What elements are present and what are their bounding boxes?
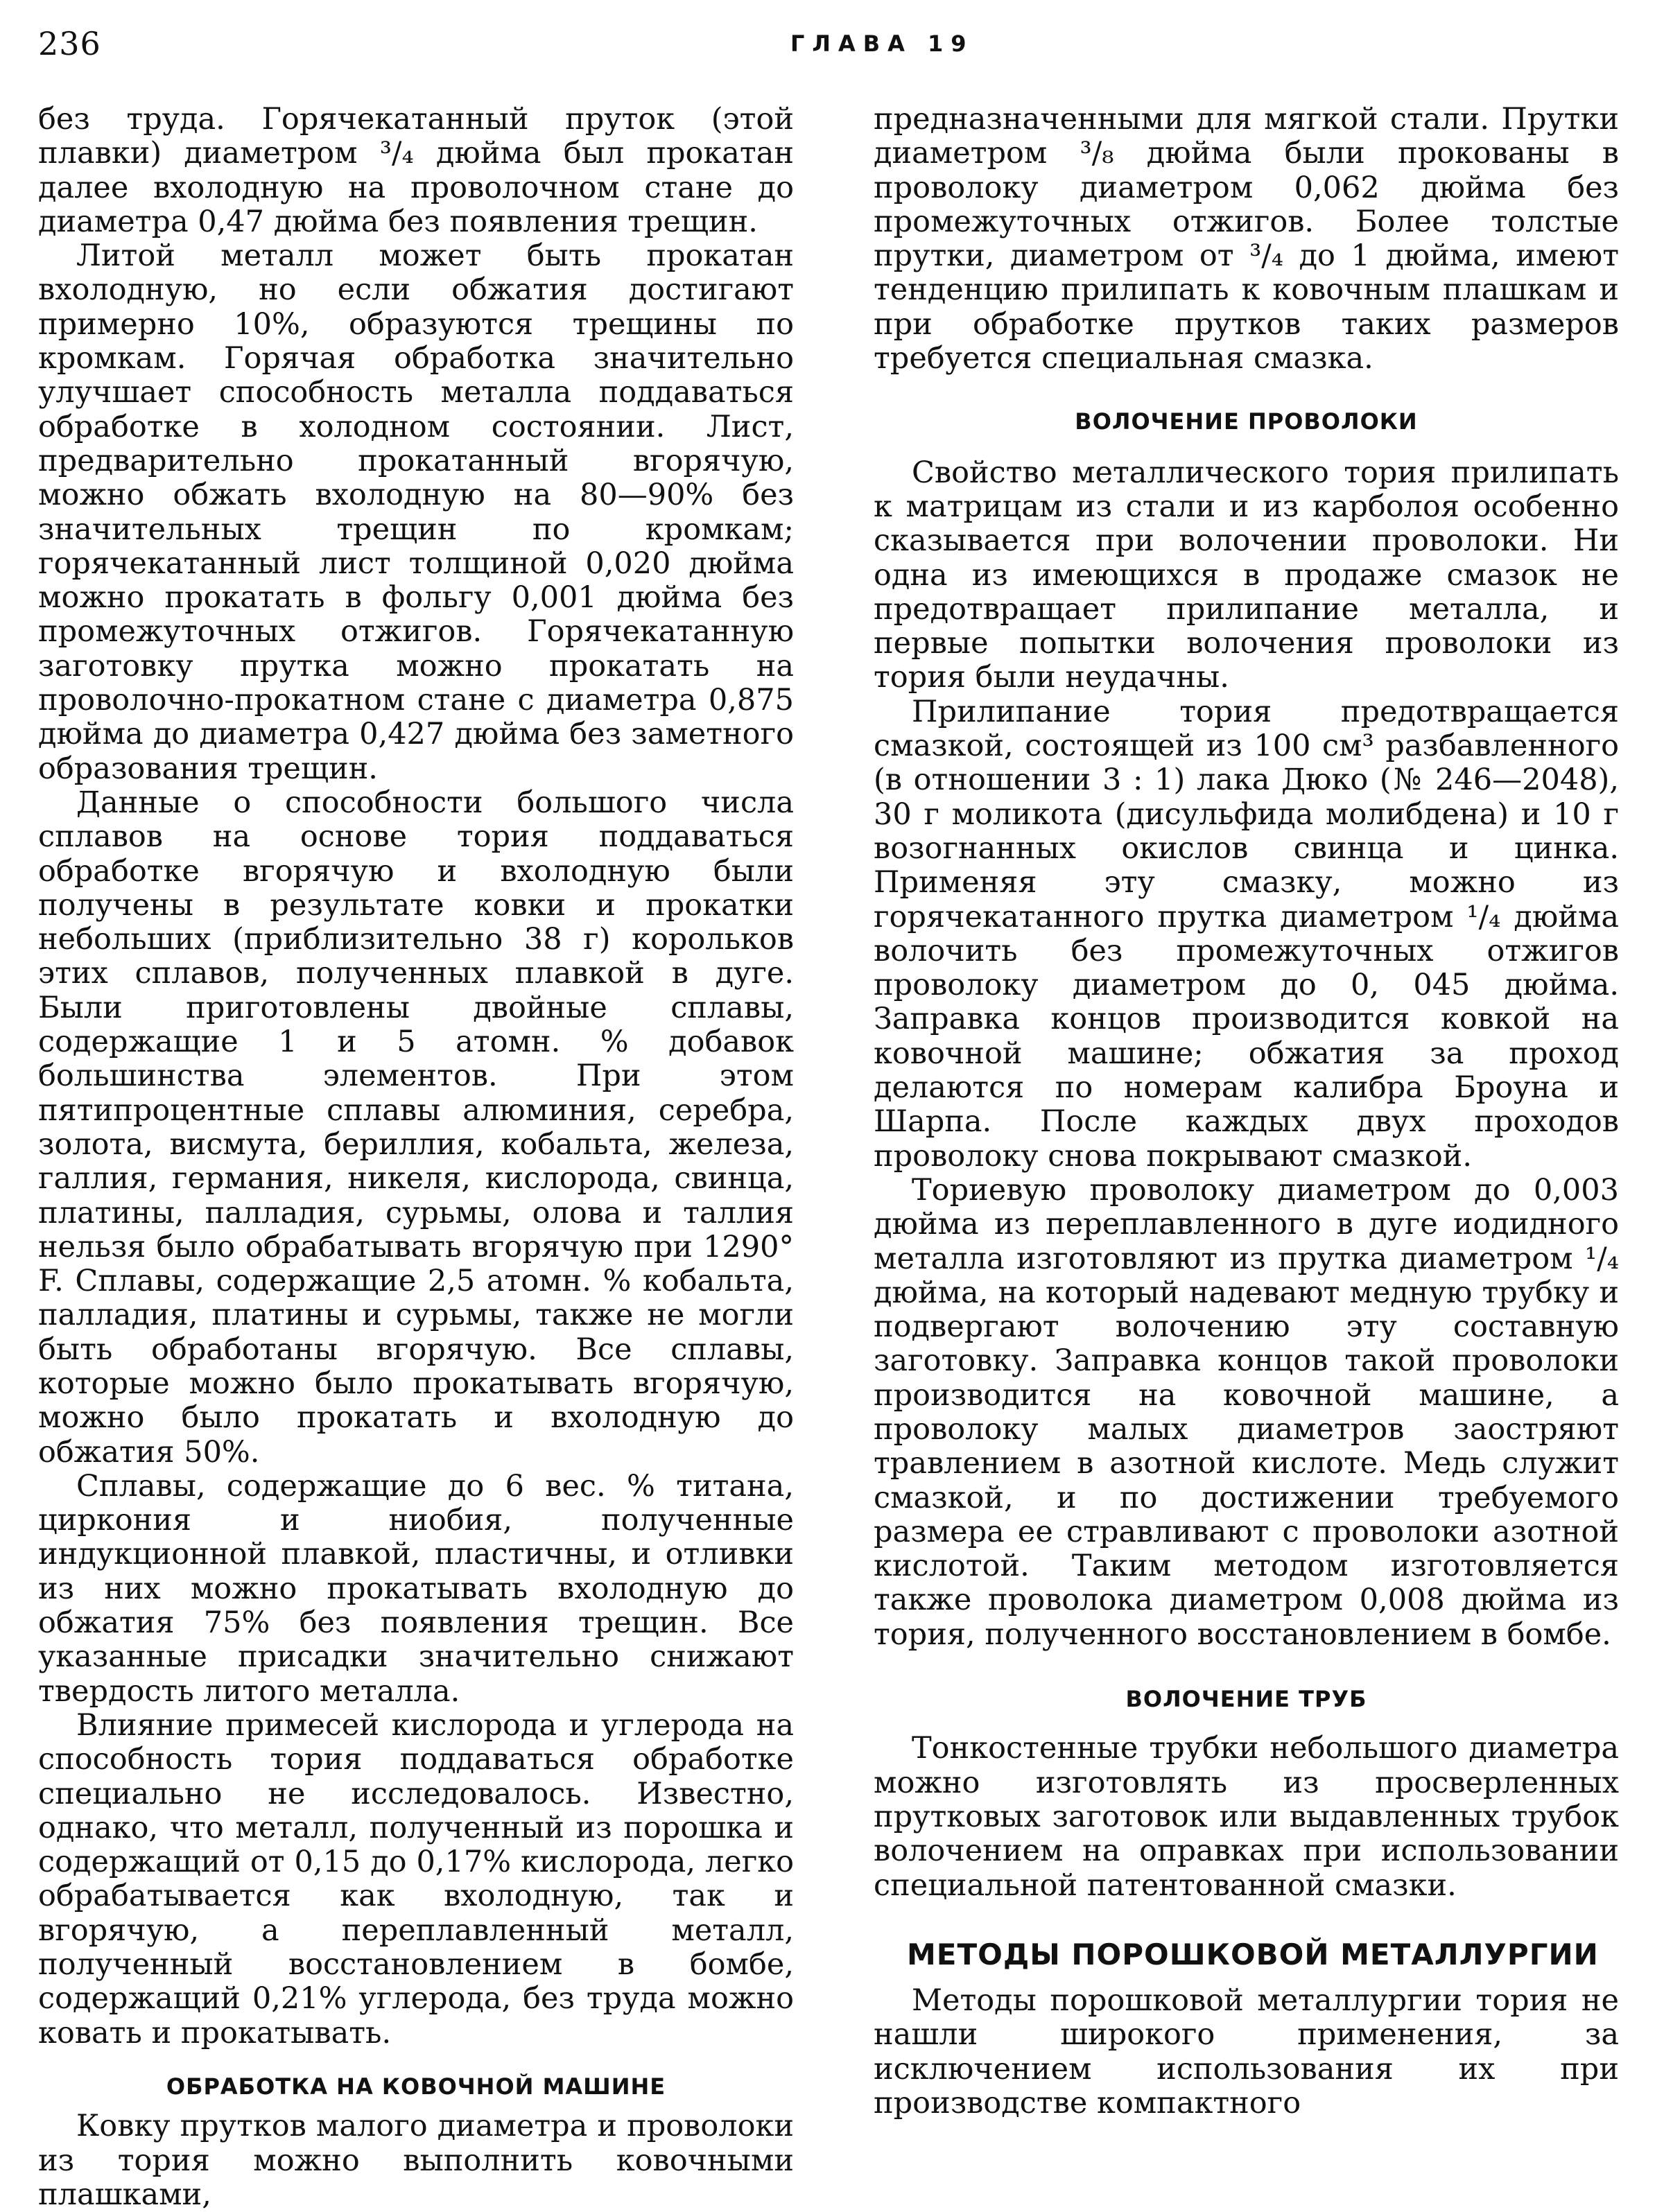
paragraph: Прилипание тория предотвращается смазкой, состоящей из 100 см³ разбавленного (в отношении 3 : 1) лака Дюко (№ 246—2048), 30 г моликота (дисульфида молибдена) и 10 г возогнанных окислов свинца и цинка. Применяя эту смазку, можно из горячекатанного прутка диаметром ¹/₄ дюйма волочить без промежуточных отжигов проволоку диаметром до 0, 045 дюйма. Заправка концов производится ковкой на ковочной машине; обжатия за проход делаются по номерам калибра Броуна и Шарпа. После каждых двух проходов проволоку снова покрывают смазкой.	[874, 694, 1619, 1174]
section-heading: ВОЛОЧЕНИЕ ТРУБ	[1125, 1686, 1367, 1713]
page-header	[38, 21, 1626, 69]
paragraph: Свойство металлического тория прилипать к матрицам из стали и из карболоя особенно сказывается при волочении проволоки. Ни одна из имеющихся в продаже смазок не предотвращает прилипание металла, и первые попытки волочения проволоки из тория были неудачны.	[874, 455, 1619, 695]
chapter-section-heading: МЕТОДЫ ПОРОШКОВОЙ МЕТАЛЛУРГИИ	[907, 1937, 1599, 1971]
left-column	[38, 103, 794, 2212]
paragraph: Ториевую проволоку диаметром до 0,003 дюйма из переплавленного в дуге иодидного металла изготовляют из прутка диаметром ¹/₄ дюйма, на который надевают медную трубку и подвергают волочению эту составную заготовку. Заправка концов такой проволоки производится на ковочной машине, а проволоку малых диаметров заостряют травлением в азотной кислоте. Медь служит смазкой, и по достижении требуемого размера ее стравливают с проволоки азотной кислотой. Таким методом изготовляется также проволока диаметром 0,008 дюйма из тория, полученного восстановлением в бомбе.	[874, 1172, 1619, 1652]
right-column	[874, 103, 1619, 2120]
paragraph: Ковку прутков малого диаметра и проволоки из тория можно выполнить ковочными плашками,	[38, 2109, 794, 2212]
page-number: 236	[38, 25, 101, 62]
paragraph: Методы порошковой металлургии тория не нашли широкого применения, за исключением использования их при производстве компактного	[874, 1983, 1619, 2121]
paragraph: предназначенными для мягкой стали. Прутки диаметром ³/₈ дюйма были прокованы в проволоку диаметром 0,062 дюйма без промежуточных отжигов. Более толстые прутки, диаметром от ³/₄ до 1 дюйма, имеют тенденцию прилипать к ковочным плашкам и при обработке прутков таких размеров требуется специальная смазка.	[874, 102, 1619, 376]
section-heading: ВОЛОЧЕНИЕ ПРОВОЛОКИ	[1075, 408, 1418, 435]
paragraph: Тонкостенные трубки небольшого диаметра можно изготовлять из просверленных прутковых заготовок или выдавленных трубок волочением на оправках при использовании специальной патентованной смазки.	[874, 1731, 1619, 1903]
paragraph: Сплавы, содержащие до 6 вес. % титана, циркония и ниобия, полученные индукционной плавкой, пластичны, и отливки из них можно прокатывать вхолодную до обжатия 75% без появления трещин. Все указанные присадки значительно снижают твердость литого металла.	[38, 1468, 794, 1709]
paragraph: Влияние примесей кислорода и углерода на способность тория поддаваться обработке специально не исследовалось. Известно, однако, что металл, полученный из порошка и содержащий от 0,15 до 0,17% кислорода, легко обрабатывается как вхолодную, так и вгорячую, а переплавленный металл, полученный восстановлением в бомбе, содержащий 0,21% углерода, без труда можно ковать и прокатывать.	[38, 1707, 794, 2050]
section-heading: ОБРАБОТКА НА КОВОЧНОЙ МАШИНЕ	[166, 2073, 666, 2100]
paragraph: без труда. Горячекатанный пруток (этой плавки) диаметром ³/₄ дюйма был прокатан далее вхолодную на проволочном стане до диаметра 0,47 дюйма без появления трещин.	[38, 102, 794, 239]
paragraph: Литой металл может быть прокатан вхолодную, но если обжатия достигают примерно 10%, образуются трещины по кромкам. Горячая обработка значительно улучшает способность металла поддаваться обработке в холодном состоянии. Лист, предварительно прокатанный вгорячую, можно обжать вхолодную на 80—90% без значительных трещин по кромкам; горячекатанный лист толщиной 0,020 дюйма можно прокатать в фольгу 0,001 дюйма без промежуточных отжигов. Горячекатанную заготовку прутка можно прокатать на проволочно-прокатном стане с диаметра 0,875 дюйма до диаметра 0,427 дюйма без заметного образования трещин.	[38, 238, 794, 786]
paragraph: Данные о способности большого числа сплавов на основе тория поддаваться обработке вгорячую и вхолодную были получены в результате ковки и прокатки небольших (приблизительно 38 г) корольков этих сплавов, полученных плавкой в дуге. Были приготовлены двойные сплавы, содержащие 1 и 5 атомн. % добавок большинства элементов. При этом пятипроцентные сплавы алюминия, серебра, золота, висмута, бериллия, кобальта, железа, галлия, германия, никеля, кислорода, свинца, платины, палладия, сурьмы, олова и таллия нельзя было обрабатывать вгорячую при 1290° F. Сплавы, содержащие 2,5 атомн. % кобальта, палладия, платины и сурьмы, также не могли быть обработаны вгорячую. Все сплавы, которые можно было прокатывать вгорячую, можно было прокатать и вхолодную до обжатия 50%.	[38, 785, 794, 1470]
running-head: ГЛАВА 19	[790, 31, 974, 57]
